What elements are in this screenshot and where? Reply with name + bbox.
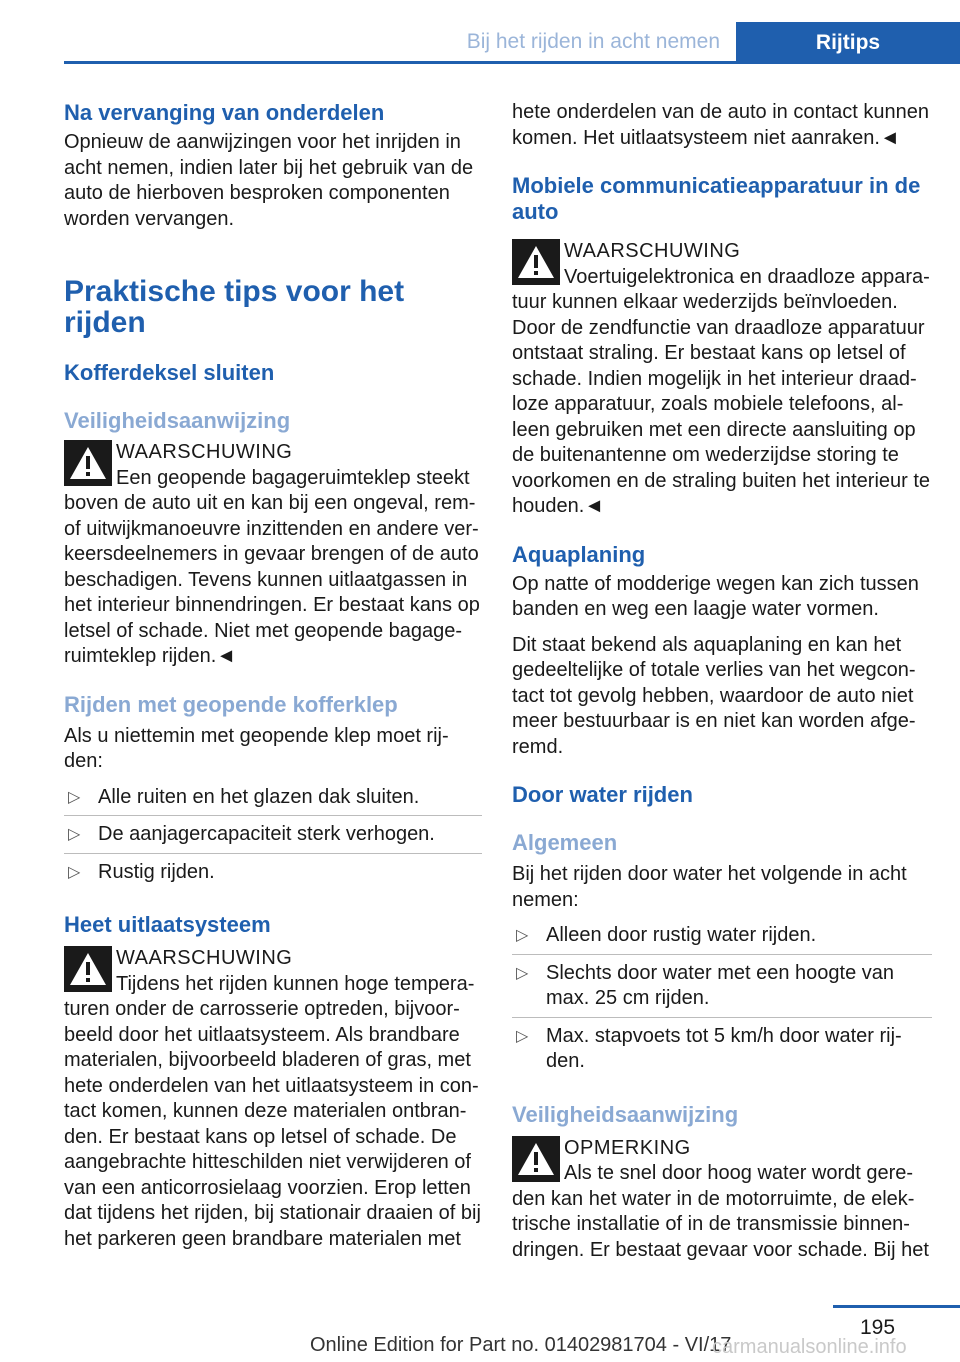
- heading-safety-note: Veiligheidsaanwijzing: [64, 408, 291, 433]
- warning-text: Voertuigelektronica en draadloze appara- tuur kunnen elkaar wederzijds beïnvloeden. Door de zendfunctie van draadloze apparatuur ontstaat straling. Er bestaat kans op letsel of schade. Indien mogelijk in het interieur draad- loze apparatuur, zoals mobiele telefoons, al- leen gebruiken met een directe aansluiting op de buitenantenne om wederzijdse storing te voorkomen en de straling buiten het interieur te houden.◄: [512, 265, 931, 517]
- triangle-bullet-icon: ▷: [68, 826, 81, 843]
- heading-general: Algemeen: [512, 830, 618, 855]
- edition-note: Online Edition for Part no. 01402981704 - VI/17: [310, 1334, 732, 1356]
- heading-driving-through-water: Door water rijden: [512, 782, 693, 807]
- paragraph-general: Bij het rijden door water het volgende in acht nemen:: [512, 863, 907, 911]
- warning-title: WAARSCHUWING: [116, 441, 293, 463]
- footer-rule: [833, 1305, 960, 1308]
- header-chapter-tab[interactable]: Rijtips: [736, 22, 960, 64]
- watermark: carmanualsonline.info: [712, 1336, 907, 1358]
- water-list: [512, 923, 932, 1080]
- paragraph-aquaplaning-1: Op natte of modderige wegen kan zich tussen banden en weg een laagje water vormen.: [512, 572, 919, 620]
- heading-aquaplaning: Aquaplaning: [512, 541, 646, 567]
- list-item: ▷ De aanjagercapaciteit sterk verhogen.: [64, 822, 482, 854]
- heading-mobile-devices: Mobiele communicatieapparatuur in de auto: [512, 173, 921, 224]
- heading-safety-note-2: Veiligheidsaanwijzing: [512, 1101, 739, 1127]
- paragraph-replacement: Opnieuw de aanwijzingen voor het inrijden in acht nemen, indien later bij het gebruik van de auto de hierboven besproken componenten worden vervangen.: [64, 131, 474, 230]
- right-column: [512, 100, 932, 1275]
- list-item: ▷ Alleen door rustig water rijden.: [512, 923, 932, 955]
- paragraph-aquaplaning-2: Dit staat bekend als aquaplaning en kan het gedeeltelijke of totale verlies van het wegcon- tact tot gevolg hebben, waardoor de auto niet meer bestuurbaar is en niet kan worden afge- remd.: [512, 633, 916, 758]
- triangle-bullet-icon: ▷: [516, 927, 529, 944]
- heading-hot-exhaust: Heet uitlaatsysteem: [64, 912, 271, 937]
- warning-triangle-icon: [512, 1136, 560, 1182]
- warning-triangle-icon: [512, 239, 560, 285]
- heading-open-trunk: Rijden met geopende kofferklep: [64, 691, 398, 717]
- open-trunk-list: [64, 785, 482, 891]
- paragraph-exhaust-continued: hete onderdelen van de auto in contact kunnen komen. Het uitlaatsysteem niet aanraken.◄: [512, 101, 929, 149]
- warning-text: Een geopende bagageruimteklep steekt boven de auto uit en kan bij een ongeval, rem- of uitwijkmanoeuvre inzittenden en andere ver- keersdeelnemers in gevaar brengen of de auto beschadigen. Tevens kunnen uitlaatgassen in het interieur binnendringen. Er bestaat kans op letsel of schade. Niet met geopende bagage- ruimteklep rijden.◄: [64, 466, 480, 667]
- triangle-bullet-icon: ▷: [516, 964, 529, 982]
- triangle-bullet-icon: ▷: [68, 863, 81, 881]
- heading-replacement: Na vervanging van onderdelen: [64, 100, 385, 125]
- header-rule: [64, 61, 960, 64]
- warning-block-exhaust: [64, 946, 482, 1252]
- warning-title: WAARSCHUWING: [564, 240, 741, 262]
- triangle-bullet-icon: ▷: [68, 788, 81, 806]
- list-item: ▷ Slechts door water met een hoogte van max. 25 cm rijden.: [512, 961, 932, 1018]
- notice-text: Als te snel door hoog water wordt gere- den kan het water in de motorruimte, de elek- trische installatie of in de transmissie binnen- dringen. Er bestaat gevaar voor schade. Bij het: [512, 1162, 929, 1261]
- heading-close-trunk: Kofferdeksel sluiten: [64, 360, 275, 385]
- warning-title: WAARSCHUWING: [116, 947, 293, 969]
- header-section-title: Bij het rijden in acht nemen: [466, 30, 720, 53]
- list-item: ▷ Rustig rijden.: [64, 860, 482, 891]
- page-header: [64, 22, 960, 64]
- paragraph-open-trunk: Als u niettemin met geopende klep moet rij- den:: [64, 724, 449, 772]
- warning-block-mobile: [512, 239, 932, 520]
- left-column: [64, 100, 482, 1264]
- notice-block-water: [512, 1136, 932, 1264]
- list-item: ▷ Max. stapvoets tot 5 km/h door water rij- den.: [516, 1024, 902, 1072]
- warning-block-trunk: [64, 440, 482, 670]
- notice-title: OPMERKING: [564, 1136, 691, 1159]
- warning-triangle-icon: [64, 440, 112, 486]
- warning-triangle-icon: [64, 946, 112, 992]
- warning-text: Tijdens het rijden kunnen hoge tempera- turen onder de carrosserie optreden, bijvoor- beeld door het uitlaatsysteem. Als brandbare materialen, bijvoorbeeld bladeren of gras, met hete onderdelen van het uitlaatsysteem in con- tact komen, kunnen deze materialen ontbran- den. Er bestaat kans op letsel of schade. De aangebrachte hitteschilden niet verwijderen of van een anticorrosielaag voorzien. Erop letten dat tijdens het rijden, bij stationair draaien of bij het parkeren geen brandbare materialen met: [64, 972, 481, 1250]
- page-number: 195: [860, 1316, 896, 1339]
- list-item: ▷ Alle ruiten en het glazen dak sluiten.: [64, 785, 482, 817]
- triangle-bullet-icon: ▷: [516, 1027, 529, 1045]
- heading-driving-tips: Praktische tips voor het rijden: [64, 275, 405, 339]
